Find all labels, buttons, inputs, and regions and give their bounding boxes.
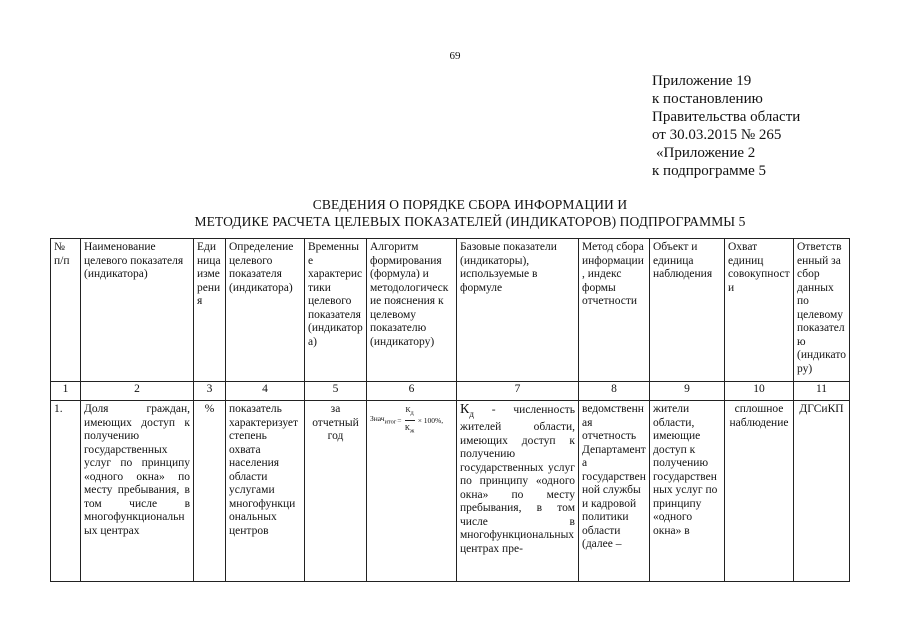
header-cell: Метод сбора информации, индекс формы отчетности (579, 239, 650, 382)
table-header-row (51, 239, 850, 382)
appendix-line: «Приложение 2 (656, 145, 756, 161)
column-number: 7 (457, 382, 579, 401)
appendix-line: Правительства области (652, 109, 801, 125)
column-number: 2 (81, 382, 194, 401)
page-number: 69 (449, 50, 461, 62)
formula-numerator-sub: д (410, 409, 414, 417)
column-number-row (51, 382, 850, 401)
document-title (150, 196, 790, 230)
formula-lhs: Знач (370, 414, 385, 423)
column-number: 3 (194, 382, 226, 401)
collection-method: ведомственная отчетность Департамента государственной службы и кадровой политики области (далее – (579, 401, 650, 582)
column-number: 6 (367, 382, 457, 401)
responsible: ДГСиКП (794, 401, 850, 582)
base-indicators (457, 401, 579, 582)
column-number: 5 (305, 382, 367, 401)
appendix-reference (652, 72, 800, 180)
base-indicator-text: - численность жителей области, имеющих доступ к получению государственных услуг по принципу «одного окна» по месту пребывания, в том числе в многофункциональных центрах пре- (460, 404, 575, 555)
column-number: 11 (794, 382, 850, 401)
appendix-line: от 30.03.2015 № 265 (652, 127, 782, 143)
formula (370, 403, 453, 438)
header-cell: Ответственный за сбор данных по целевому показателю (индикатору) (794, 239, 850, 382)
title-line: МЕТОДИКЕ РАСЧЕТА ЦЕЛЕВЫХ ПОКАЗАТЕЛЕЙ (ИНДИКАТОРОВ) ПОДПРОГРАММЫ 5 (194, 214, 746, 229)
column-number: 1 (51, 382, 81, 401)
title-line: СВЕДЕНИЯ О ПОРЯДКЕ СБОРА ИНФОРМАЦИИ И (312, 197, 628, 212)
appendix-line: Приложение 19 (652, 73, 752, 89)
indicator-name: Доля граждан, имеющих доступ к получению государственных услуг по принципу «одного окна» по месту пребывания, в том числе в многофункциональных центрах (81, 401, 194, 582)
column-number: 9 (650, 382, 725, 401)
indicator-definition: показатель характеризует степень охвата населения области услугами многофункциональных центров (226, 401, 305, 582)
header-cell: Охват единиц совокупности (725, 239, 794, 382)
formula-denominator-sub: ж (409, 427, 415, 435)
formula-denominator: К (404, 423, 410, 432)
row-number: 1. (51, 401, 81, 582)
header-cell: Единица измерения (194, 239, 226, 382)
formula-equals: = (397, 415, 402, 425)
indicator-unit: % (194, 401, 226, 582)
header-cell: Алгоритм формирования (формула) и методологические пояснения к целевому показателю (индикатору) (367, 239, 457, 382)
formula-numerator: К (405, 405, 411, 414)
base-indicator-symbol: $К_д$ (460, 402, 474, 419)
header-cell: Определение целевого показателя (индикатора) (226, 239, 305, 382)
observation-object: жители области, имеющие доступ к получению государственных услуг по принципу «одного окна» в (650, 401, 725, 582)
appendix-line: к подпрограмме 5 (652, 163, 766, 179)
indicator-formula (367, 401, 457, 582)
formula-lhs-sub: итог (384, 418, 397, 426)
column-number: 10 (725, 382, 794, 401)
appendix-line: к постановлению (652, 91, 763, 107)
indicator-time: за отчетный год (305, 401, 367, 582)
table-row (51, 401, 850, 582)
indicators-table (50, 238, 850, 582)
formula-tail: × 100%, (417, 415, 444, 425)
formula-fraction (405, 403, 415, 438)
header-cell: Базовые показатели (индикаторы), используемые в формуле (457, 239, 579, 382)
header-cell: № п/п (51, 239, 81, 382)
header-cell: Временные характеристики целевого показателя (индикатора) (305, 239, 367, 382)
coverage: сплошное наблюдение (725, 401, 794, 582)
column-number: 8 (579, 382, 650, 401)
header-cell: Наименование целевого показателя (индикатора) (81, 239, 194, 382)
column-number: 4 (226, 382, 305, 401)
header-cell: Объект и единица наблюдения (650, 239, 725, 382)
